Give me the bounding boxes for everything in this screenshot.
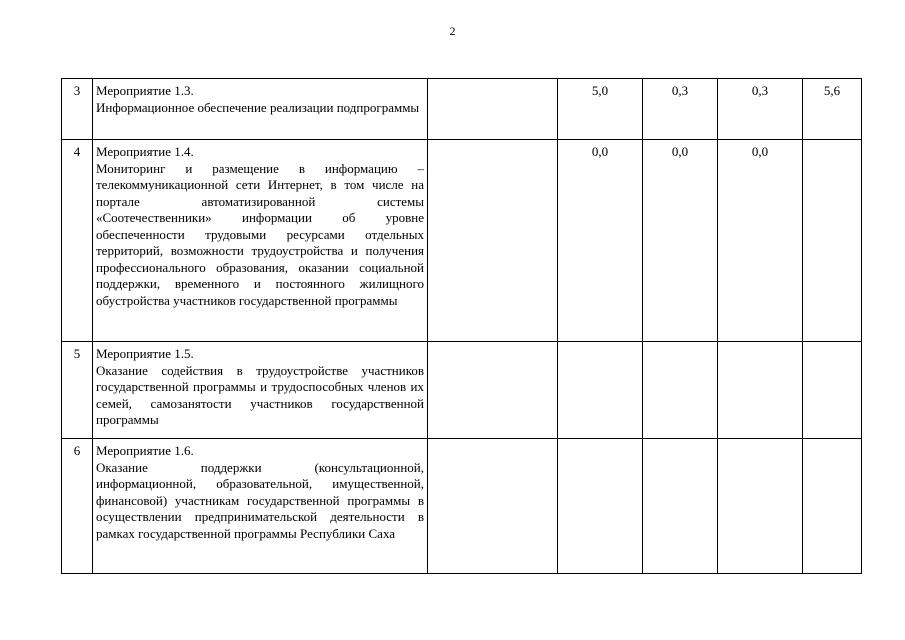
- value-cell: [718, 439, 803, 574]
- value-cell: 0,3: [718, 79, 803, 140]
- value-cell: [643, 342, 718, 439]
- empty-cell: [428, 439, 558, 574]
- value-cell: 5,0: [558, 79, 643, 140]
- event-description: [93, 140, 428, 342]
- empty-cell: [428, 140, 558, 342]
- event-description: [93, 79, 428, 140]
- page-number: 2: [449, 24, 456, 38]
- value-cell: [803, 140, 862, 342]
- event-text: Оказание поддержки (консультационной, информационной, образовательной, имущественной, финансовой) участникам государственной программы в осуществлении предпринимательской деятельности в рамках государственной программы Республики Саха: [96, 459, 424, 541]
- event-title: Мероприятие 1.6.: [96, 443, 194, 458]
- event-title: Мероприятие 1.3.: [96, 83, 194, 98]
- row-number: 5: [62, 342, 93, 439]
- event-title: Мероприятие 1.5.: [96, 346, 194, 361]
- activities-table: [61, 78, 862, 574]
- event-text: Оказание содействия в трудоустройстве участников государственной программы и трудоспособных членов их семей, самозанятости участников государственной программы: [96, 362, 424, 427]
- row-number: 3: [62, 79, 93, 140]
- value-cell: 0,3: [643, 79, 718, 140]
- value-cell: [558, 439, 643, 574]
- table-row: [62, 140, 862, 342]
- table-row: [62, 342, 862, 439]
- empty-cell: [428, 79, 558, 140]
- table-row: [62, 79, 862, 140]
- event-text: Мониторинг и размещение в информацию – телекоммуникационной сети Интернет, в том числе на портале автоматизированной системы «Соотечественники» информации об уровне обеспеченности трудовыми ресурсами отдельных территорий, возможности трудоустройства и получения профессионального образования, оказании социальной поддержки, временного и постоянного жилищного обустройства участников государственной программы: [96, 160, 424, 308]
- value-cell: 0,0: [718, 140, 803, 342]
- value-cell: [718, 342, 803, 439]
- value-cell: 5,6: [803, 79, 862, 140]
- value-cell: [803, 439, 862, 574]
- value-cell: 0,0: [558, 140, 643, 342]
- event-description: [93, 439, 428, 574]
- value-cell: [803, 342, 862, 439]
- value-cell: [643, 439, 718, 574]
- value-cell: [558, 342, 643, 439]
- value-cell: 0,0: [643, 140, 718, 342]
- event-description: [93, 342, 428, 439]
- event-text: Информационное обеспечение реализации подпрограммы: [96, 99, 420, 115]
- table-row: [62, 439, 862, 574]
- row-number: 6: [62, 439, 93, 574]
- row-number: 4: [62, 140, 93, 342]
- empty-cell: [428, 342, 558, 439]
- event-title: Мероприятие 1.4.: [96, 144, 194, 159]
